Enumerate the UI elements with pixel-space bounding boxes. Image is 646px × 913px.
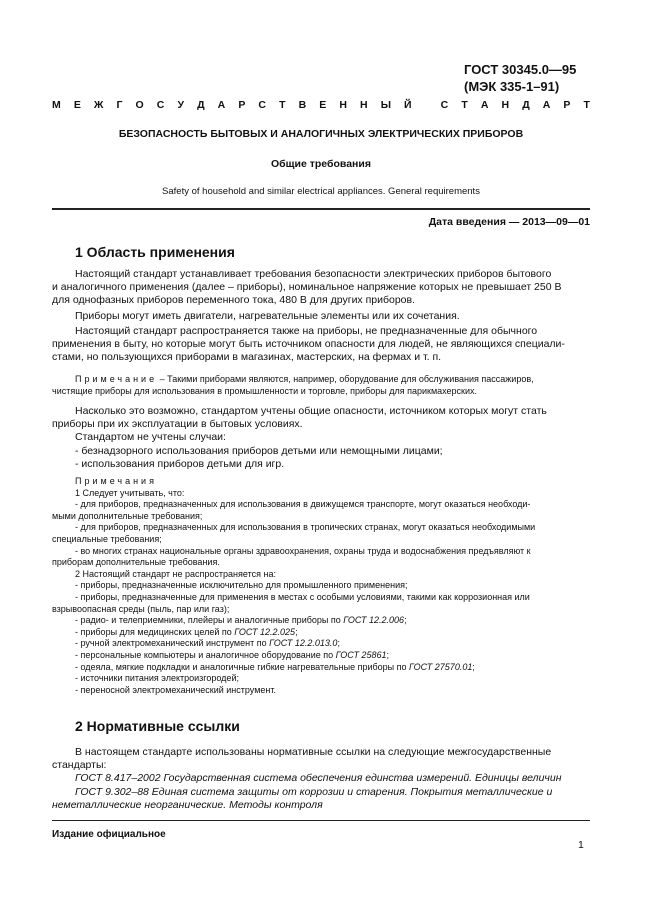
reference: ГОСТ 9.302–88 Единая система защиты от коррозии и старения. Покрытия металлические и (75, 785, 553, 798)
banner-letter: Р (563, 99, 571, 111)
note-item: мыми дополнительные требования; (52, 510, 203, 521)
note-item: - переносной электромеханический инструмент. (75, 684, 276, 695)
paragraph: Настоящий стандарт устанавливает требования безопасности электрических приборов бытового (75, 268, 552, 280)
paragraph: В настоящем стандарте использованы нормативные ссылки на следующие межгосударственные (75, 746, 552, 758)
reference: неметаллические неорганические. Методы контроля (52, 798, 323, 811)
gost-ref: ГОСТ 27570.01 (409, 661, 473, 672)
paragraph: и аналогичного применения (далее – приборы), номинальное напряжение которых не превышает 250 В (52, 281, 562, 294)
gost-ref: ГОСТ 12.2.006 (343, 615, 405, 626)
gost-ref: ГОСТ 25861 (335, 649, 387, 660)
banner-letter: С (258, 99, 266, 111)
note-item: - одеяла, мягкие подкладки и аналогичные гибкие нагревательные приборы по ГОСТ 27570.01; (75, 661, 475, 672)
banner-letter: А (480, 99, 489, 111)
gost-ref: ГОСТ 12.2.025 (234, 626, 296, 637)
note-text: чистящие приборы для использования в промышленности и торговле, приборы для парикмахерских. (52, 385, 478, 396)
banner-letter: Й (404, 99, 412, 111)
official-edition-label: Издание официальное (52, 829, 166, 840)
note-text: – Такими приборами являются, например, оборудование для обслуживания пассажиров, (157, 374, 534, 384)
note-item: - приборы, предназначенные для применения в местах с особыми условиями, такими как коррозионная или (75, 591, 530, 602)
banner-letter: С (440, 99, 449, 111)
banner-letter (425, 99, 428, 111)
note-item: 2 Настоящий стандарт не распространяется на: (75, 568, 276, 579)
paragraph: Стандартом не учтены случаи: (75, 431, 226, 444)
note-item: - для приборов, предназначенных для использования в тропических странах, могут оказаться необходимыми (75, 522, 536, 533)
list-item: - безнадзорного использования приборов детьми или немощными лицами; (75, 444, 443, 457)
banner-letter: М (52, 99, 61, 111)
banner-letter: Н (501, 99, 510, 111)
paragraph: Приборы могут иметь двигатели, нагревательные элементы или их сочетания. (75, 309, 460, 322)
paragraph: Настоящий стандарт распространяется также на приборы, не предназначенные для обычного (75, 324, 538, 337)
banner-letter: А (542, 99, 551, 111)
standard-code: ГОСТ 30345.0—95 (464, 62, 577, 77)
banner-letter: Ж (93, 99, 104, 111)
introduction-date: Дата введения — 2013—09—01 (428, 216, 590, 228)
section-1-body (52, 268, 585, 364)
note-item: - приборы для медицинских целей по ГОСТ 12.2.025; (75, 626, 298, 637)
note-label: Примечание (75, 374, 158, 384)
note-item: - персональные компьютеры и аналогичное оборудование по ГОСТ 25861; (75, 649, 389, 660)
page-number: 1 (578, 839, 584, 851)
banner-letter: Е (319, 99, 327, 111)
paragraph: стандарты: (52, 759, 107, 772)
note-item: - источники питания электроизгородей; (75, 673, 239, 684)
paragraph: применения в быту, но которые могут быть источником опасности для людей, не являющихся специали- (52, 338, 565, 351)
banner-letter: Д (197, 99, 205, 111)
note-item: - приборы, предназначенные исключительно для промышленного применения; (75, 580, 408, 591)
section-1-body-2 (52, 405, 585, 471)
banner-letter: Т (461, 99, 468, 111)
notes-block (52, 476, 585, 696)
banner-letter: В (298, 99, 307, 111)
note-item: - ручной электромеханический инструмент по ГОСТ 12.2.013.0; (75, 638, 340, 649)
header-divider (52, 208, 590, 210)
banner-letter: У (177, 99, 184, 111)
paragraph: стами, но пользующихся приборами в магазинах, мастерских, на фермах и т. п. (52, 351, 442, 364)
banner-letter: Е (73, 99, 81, 111)
note-item: 1 Следует учитывать, что: (75, 487, 185, 498)
banner-letter: Т (279, 99, 286, 111)
note-1 (52, 374, 585, 397)
footer-divider (52, 820, 590, 821)
banner-letter: Г (116, 99, 123, 111)
gost-ref: ГОСТ 12.2.013.0 (269, 638, 338, 649)
banner-letter: Ы (380, 99, 391, 111)
note-item: приборам дополнительные требования. (52, 557, 220, 568)
reference: ГОСТ 8.417–2002 Государственная система обеспечения единства измерений. Единицы величин (75, 772, 562, 785)
document-subtitle: Общие требования (271, 158, 371, 170)
banner-letter: Н (360, 99, 368, 111)
paragraph: Насколько это возможно, стандартом учтены общие опасности, источником которых могут стать (75, 405, 547, 417)
section-1-heading: 1 Область применения (75, 244, 235, 260)
interstate-standard-label (52, 99, 590, 111)
note-item: взрывоопасная среды (пыль, пар или газ); (52, 603, 230, 614)
banner-letter: Р (238, 99, 246, 111)
paragraph: для однофазных приборов переменного тока, 480 В для других приборов. (52, 294, 416, 307)
document-title: БЕЗОПАСНОСТЬ БЫТОВЫХ И АНАЛОГИЧНЫХ ЭЛЕКТРИЧЕСКИХ ПРИБОРОВ (118, 128, 524, 140)
iec-code: (МЭК 335-1–91) (464, 79, 560, 94)
banner-letter: А (217, 99, 226, 111)
banner-letter: Н (339, 99, 347, 111)
banner-letter: Д (522, 99, 530, 111)
banner-letter: Т (583, 99, 590, 111)
paragraph: приборы при их эксплуатации в бытовых условиях. (52, 418, 303, 431)
notes-label: Примечания (75, 476, 157, 486)
section-2-body (52, 746, 585, 812)
banner-letter: С (156, 99, 165, 111)
note-item: - во многих странах национальные органы здравоохранения, охраны труда и водоснабжения предъявляют к (75, 545, 531, 556)
banner-letter: О (135, 99, 144, 111)
english-title: Safety of household and similar electrical appliances. General requirements (162, 186, 480, 197)
note-item: - радио- и телеприемники, плейеры и аналогичные приборы по ГОСТ 12.2.006; (75, 615, 407, 626)
note-item: - для приборов, предназначенных для использования в движущемся транспорте, могут оказаться необходи- (75, 499, 531, 510)
note-item: специальные требования; (52, 533, 162, 544)
list-item: - использования приборов детьми для игр. (75, 457, 285, 470)
section-2-heading: 2 Нормативные ссылки (75, 718, 240, 734)
standard-code-block (464, 61, 576, 95)
